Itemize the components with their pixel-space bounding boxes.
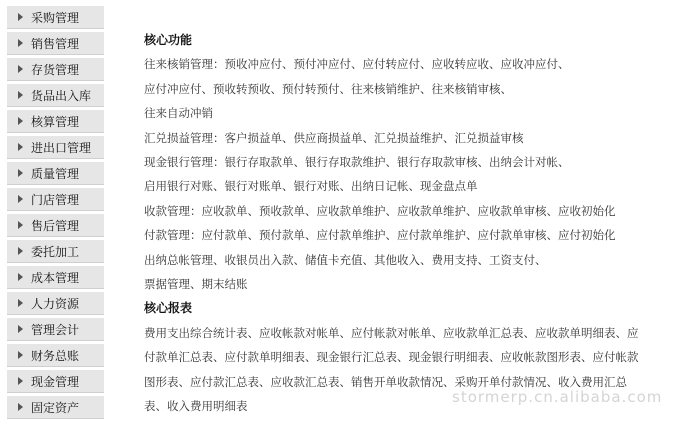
sidebar-item-15[interactable]: [7, 396, 104, 419]
triangle-right-icon: [18, 169, 23, 177]
triangle-right-icon: [18, 39, 23, 47]
report-line: 表、收入费用明细表: [144, 399, 248, 414]
triangle-right-icon: [18, 117, 23, 125]
function-line: 票据管理、期末结账: [144, 277, 248, 292]
sidebar-item-label: 门店管理: [31, 192, 80, 207]
sidebar-item-label: 固定资产: [31, 400, 80, 415]
triangle-right-icon: [18, 403, 23, 411]
sidebar-item-label: 核算管理: [31, 114, 80, 129]
triangle-right-icon: [18, 299, 23, 307]
sidebar-item-label: 人力资源: [31, 296, 80, 311]
triangle-right-icon: [18, 325, 23, 333]
triangle-right-icon: [18, 351, 23, 359]
sidebar-item-14[interactable]: [7, 370, 104, 393]
core-functions-list: [144, 52, 672, 296]
triangle-right-icon: [18, 91, 23, 99]
sidebar-item-label: 财务总账: [31, 348, 80, 363]
sidebar-item-label: 货品出入库: [31, 88, 92, 103]
triangle-right-icon: [18, 377, 23, 385]
sidebar-item-3[interactable]: [7, 84, 104, 107]
sidebar-item-10[interactable]: [7, 266, 104, 289]
sidebar-item-6[interactable]: [7, 162, 104, 185]
triangle-right-icon: [18, 195, 23, 203]
sidebar-item-11[interactable]: [7, 292, 104, 315]
sidebar-item-9[interactable]: [7, 240, 104, 263]
sidebar-item-label: 管理会计: [31, 322, 80, 337]
sidebar-item-5[interactable]: [7, 136, 104, 159]
sidebar-nav: [7, 6, 104, 422]
sidebar-item-7[interactable]: [7, 188, 104, 211]
function-line: 往来自动冲销: [144, 106, 213, 121]
sidebar-item-12[interactable]: [7, 318, 104, 341]
triangle-right-icon: [18, 247, 23, 255]
sidebar-item-0[interactable]: [7, 6, 104, 29]
function-line: 往来核销管理：预收冲应付、预付冲应付、应付转应付、应收转应收、应收冲应付、: [144, 57, 570, 72]
function-line: 现金银行管理：银行存取款单、银行存取款维护、银行存取款审核、出纳会计对帐、: [144, 155, 570, 170]
sidebar-item-8[interactable]: [7, 214, 104, 237]
triangle-right-icon: [18, 65, 23, 73]
function-line: 收款管理：应收款单、预收款单、应收款单维护、应收款单维护、应收款单审核、应收初始化: [144, 203, 616, 218]
sidebar-item-label: 现金管理: [31, 374, 80, 389]
sidebar-item-label: 委托加工: [31, 244, 80, 259]
watermark: stormerp.cn.alibaba.com: [452, 388, 663, 406]
sidebar-item-label: 采购管理: [31, 10, 80, 25]
function-line: 出纳总帐管理、收银员出入款、储值卡充值、其他收入、费用支持、工资支付、: [144, 252, 547, 267]
core-reports-heading: 核心报表: [144, 301, 193, 316]
sidebar-item-label: 进出口管理: [31, 140, 92, 155]
sidebar-item-label: 成本管理: [31, 270, 80, 285]
content-panel: [144, 28, 672, 419]
sidebar-item-2[interactable]: [7, 58, 104, 81]
sidebar-item-4[interactable]: [7, 110, 104, 133]
report-line: 图形表、应付款汇总表、应收款汇总表、销售开单收款情况、采购开单付款情况、收入费用汇总: [144, 374, 627, 389]
sidebar-item-label: 存货管理: [31, 62, 80, 77]
report-line: 费用支出综合统计表、应收帐款对帐单、应付帐款对帐单、应收款单汇总表、应收款单明细表、应: [144, 325, 639, 340]
sidebar-item-1[interactable]: [7, 32, 104, 55]
triangle-right-icon: [18, 221, 23, 229]
triangle-right-icon: [18, 143, 23, 151]
sidebar-item-label: 销售管理: [31, 36, 80, 51]
function-line: 付款管理：应付款单、预付款单、应付款单维护、应付款单维护、应付款单审核、应付初始化: [144, 228, 616, 243]
sidebar-item-label: 售后管理: [31, 218, 80, 233]
function-line: 应付冲应付、预收转预收、预付转预付、往来核销维护、往来核销审核、: [144, 81, 512, 96]
sidebar-item-label: 质量管理: [31, 166, 80, 181]
triangle-right-icon: [18, 13, 23, 21]
function-line: 汇兑损益管理：客户损益单、供应商损益单、汇兑损益维护、汇兑损益审核: [144, 130, 524, 145]
report-line: 付款单汇总表、应付款单明细表、现金银行汇总表、现金银行明细表、应收帐款图形表、应付帐款: [144, 350, 639, 365]
core-functions-heading: 核心功能: [144, 33, 193, 47]
function-line: 启用银行对账、银行对账单、银行对账、出纳日记帐、现金盘点单: [144, 179, 478, 194]
triangle-right-icon: [18, 273, 23, 281]
sidebar-item-13[interactable]: [7, 344, 104, 367]
